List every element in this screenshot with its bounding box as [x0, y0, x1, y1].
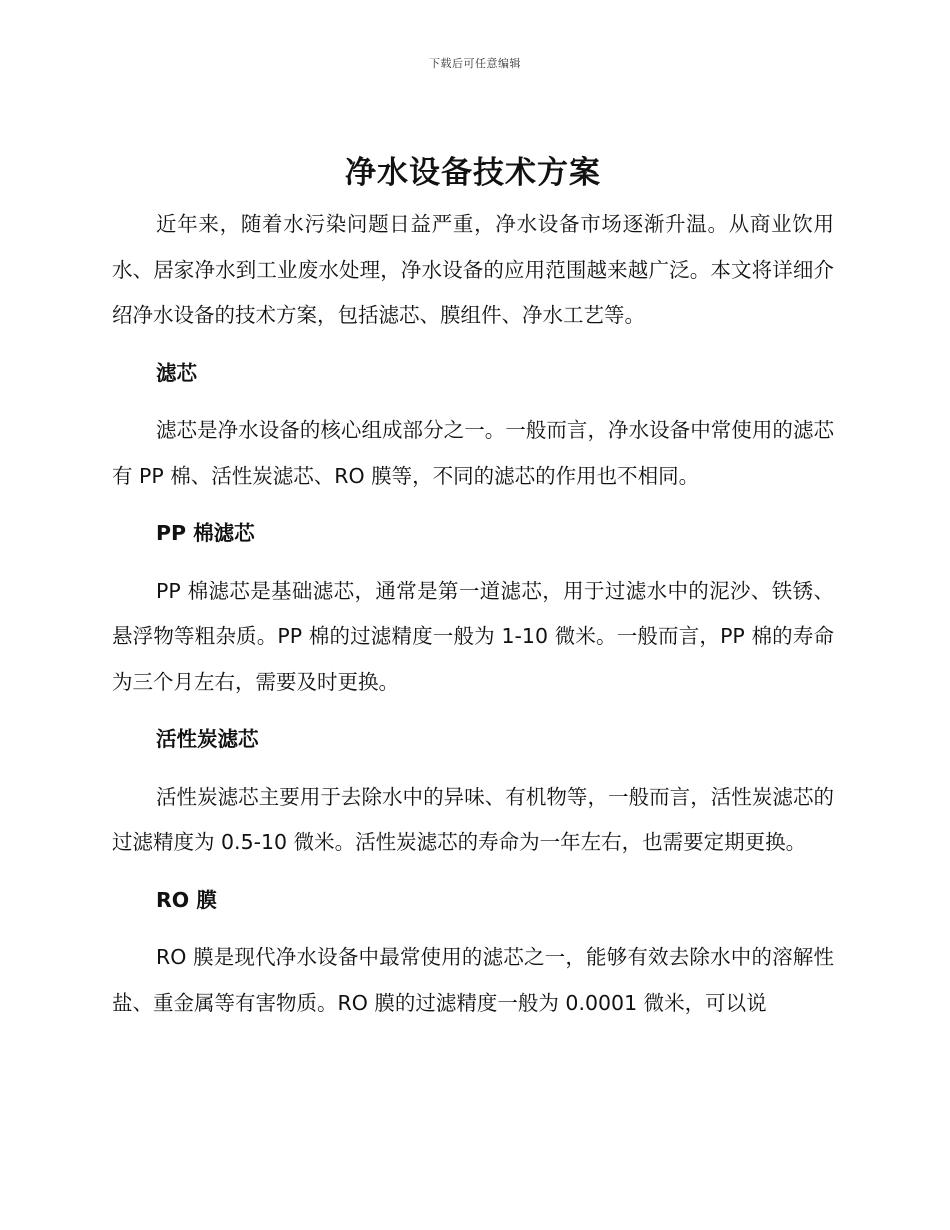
intro-paragraph: 近年来，随着水污染问题日益严重，净水设备市场逐渐升温。从商业饮用水、居家净水到工业废水处理，净水设备的应用范围越来越广泛。本文将详细介绍净水设备的技术方案，包括滤芯、膜组件、净水工艺等。 [112, 212, 834, 327]
section-heading-ro-membrane: RO 膜 [156, 887, 217, 912]
document-body [112, 148, 834, 1026]
document-title: 净水设备技术方案 [345, 155, 601, 191]
section-heading-filter: 滤芯 [156, 360, 197, 385]
section-heading-pp-cotton: PP 棉滤芯 [156, 521, 255, 545]
section-body-ro-membrane: RO 膜是现代净水设备中最常使用的滤芯之一，能够有效去除水中的溶解性盐、重金属等有害物质。RO 膜的过滤精度一般为 0.0001 微米，可以说 [112, 945, 834, 1015]
section-body-filter: 滤芯是净水设备的核心组成部分之一。一般而言，净水设备中常使用的滤芯有 PP 棉、活性炭滤芯、RO 膜等，不同的滤芯的作用也不相同。 [112, 418, 834, 488]
section-body-activated-carbon: 活性炭滤芯主要用于去除水中的异味、有机物等，一般而言，活性炭滤芯的过滤精度为 0.5-10 微米。活性炭滤芯的寿命为一年左右，也需要定期更换。 [112, 784, 834, 854]
section-body-pp-cotton: PP 棉滤芯是基础滤芯，通常是第一道滤芯，用于过滤水中的泥沙、铁锈、悬浮物等粗杂质。PP 棉的过滤精度一般为 1-10 微米。一般而言，PP 棉的寿命为三个月左右，需要及时更换。 [112, 578, 834, 694]
header-note: 下载后可任意编辑 [429, 57, 521, 70]
section-heading-activated-carbon: 活性炭滤芯 [156, 727, 259, 751]
